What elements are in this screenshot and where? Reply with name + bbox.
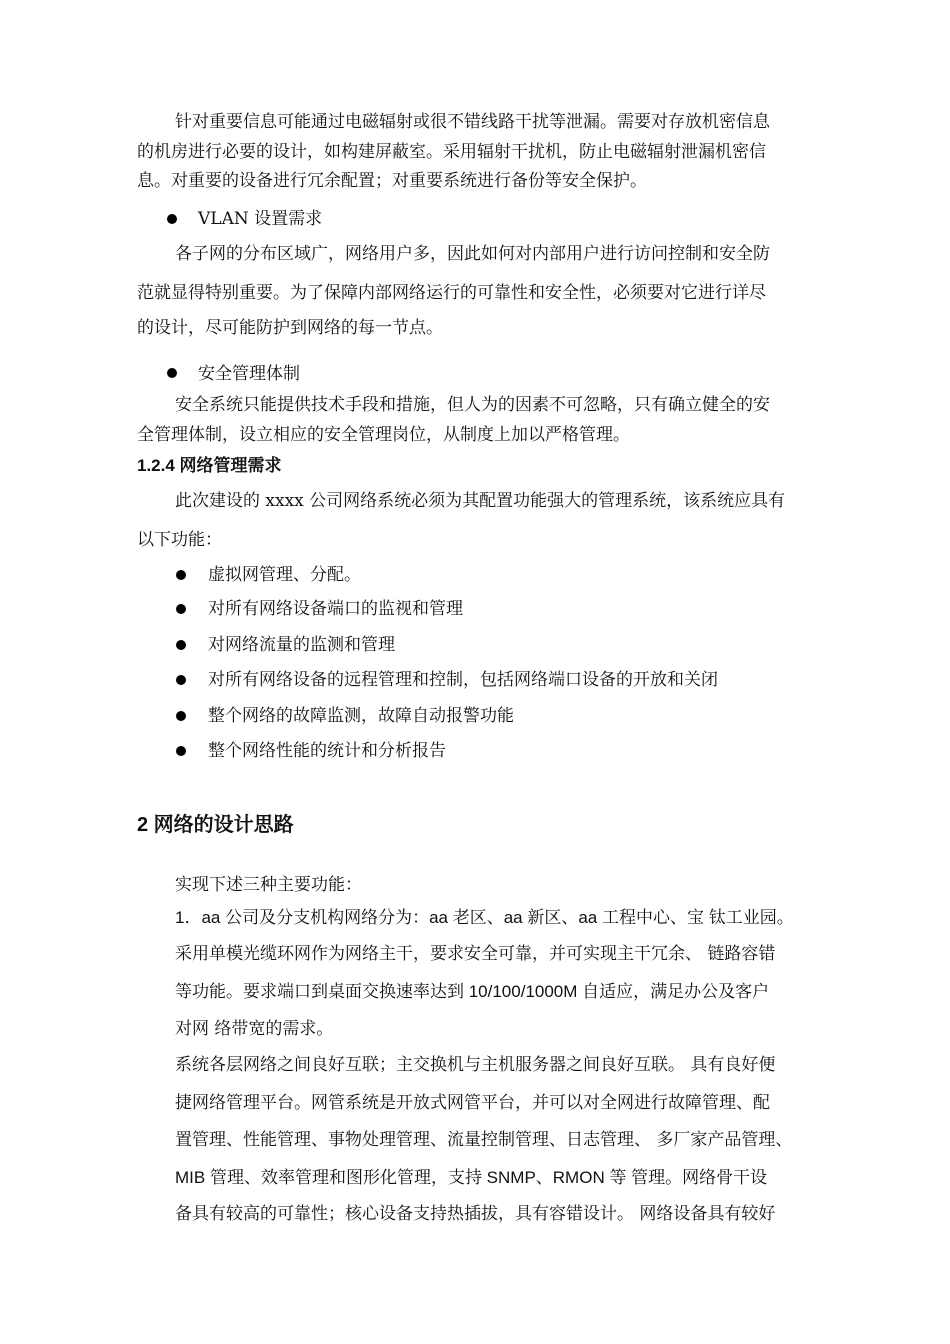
bullet-dot-icon — [176, 675, 186, 685]
list-item: 整个网络的故障监测，故障自动报警功能 — [208, 706, 514, 726]
list-item: 整个网络性能的统计和分析报告 — [208, 741, 446, 761]
paragraph-line: 全管理体制，设立相应的安全管理岗位，从制度上加以严格管理。 — [137, 425, 630, 445]
bullet-dot-icon — [176, 604, 186, 614]
bullet-dot-icon — [176, 711, 186, 721]
section-heading-1-2-4: 1.2.4 网络管理需求 — [137, 456, 282, 475]
paragraph-line: 采用单模光缆环网作为网络主干，要求安全可靠，并可实现主干冗余、 链路容错 — [175, 944, 776, 964]
list-item: 对网络流量的监测和管理 — [208, 635, 395, 655]
paragraph-line: 以下功能： — [137, 530, 222, 550]
paragraph-line: 捷网络管理平台。网管系统是开放式网管平台，并可以对全网进行故障管理、配 — [175, 1093, 770, 1113]
paragraph-line: 此次建设的 xxxx 公司网络系统必须为其配置功能强大的管理系统，该系统应具有 — [175, 491, 786, 511]
paragraph-line: 安全系统只能提供技术手段和措施，但人为的因素不可忽略，只有确立健全的安 — [175, 395, 770, 415]
bullet-dot-icon — [167, 214, 177, 224]
list-item: 虚拟网管理、分配。 — [208, 565, 361, 585]
paragraph-line: 的机房进行必要的设计，如构建屏蔽室。采用辐射干扰机，防止电磁辐射泄漏机密信 — [137, 142, 766, 162]
paragraph-line: 对网 络带宽的需求。 — [175, 1019, 334, 1039]
paragraph-line: 1．aa 公司及分支机构网络分为：aa 老区、aa 新区、aa 工程中心、宝 钛工业园。 — [175, 908, 794, 927]
paragraph-line: 范就显得特别重要。为了保障内部网络运行的可靠性和安全性，必须要对它进行详尽 — [137, 283, 766, 303]
bullet-dot-icon — [176, 640, 186, 650]
list-item: 对所有网络设备的远程管理和控制，包括网络端口设备的开放和关闭 — [208, 670, 718, 690]
bullet-dot-icon — [167, 368, 177, 378]
paragraph-line: 系统各层网络之间良好互联；主交换机与主机服务器之间良好互联。 具有良好便 — [175, 1055, 776, 1075]
bullet-heading-security: 安全管理体制 — [198, 364, 300, 384]
paragraph-line: 置管理、性能管理、事物处理管理、流量控制管理、日志管理、 多厂家产品管理、 — [175, 1130, 793, 1150]
paragraph-line: 的设计，尽可能防护到网络的每一节点。 — [137, 318, 443, 338]
bullet-heading-vlan: VLAN 设置需求 — [198, 209, 323, 229]
bullet-dot-icon — [176, 570, 186, 580]
paragraph-line: MIB 管理、效率管理和图形化管理，支持 SNMP、RMON 等 管理。网络骨干设 — [175, 1168, 768, 1187]
section-heading-2: 2 网络的设计思路 — [137, 814, 294, 836]
paragraph-line: 息。对重要的设备进行冗余配置；对重要系统进行备份等安全保护。 — [137, 171, 647, 191]
paragraph-line: 针对重要信息可能通过电磁辐射或很不错线路干扰等泄漏。需要对存放机密信息 — [175, 112, 770, 132]
paragraph-line: 等功能。要求端口到桌面交换速率达到 10/100/1000M 自适应，满足办公及客户 — [175, 982, 770, 1001]
paragraph-line: 各子网的分布区域广，网络用户多，因此如何对内部用户进行访问控制和安全防 — [175, 244, 770, 264]
bullet-dot-icon — [176, 746, 186, 756]
paragraph-line: 实现下述三种主要功能： — [175, 875, 362, 895]
list-item: 对所有网络设备端口的监视和管理 — [208, 599, 463, 619]
paragraph-line: 备具有较高的可靠性；核心设备支持热插拔，具有容错设计。 网络设备具有较好 — [175, 1204, 776, 1224]
